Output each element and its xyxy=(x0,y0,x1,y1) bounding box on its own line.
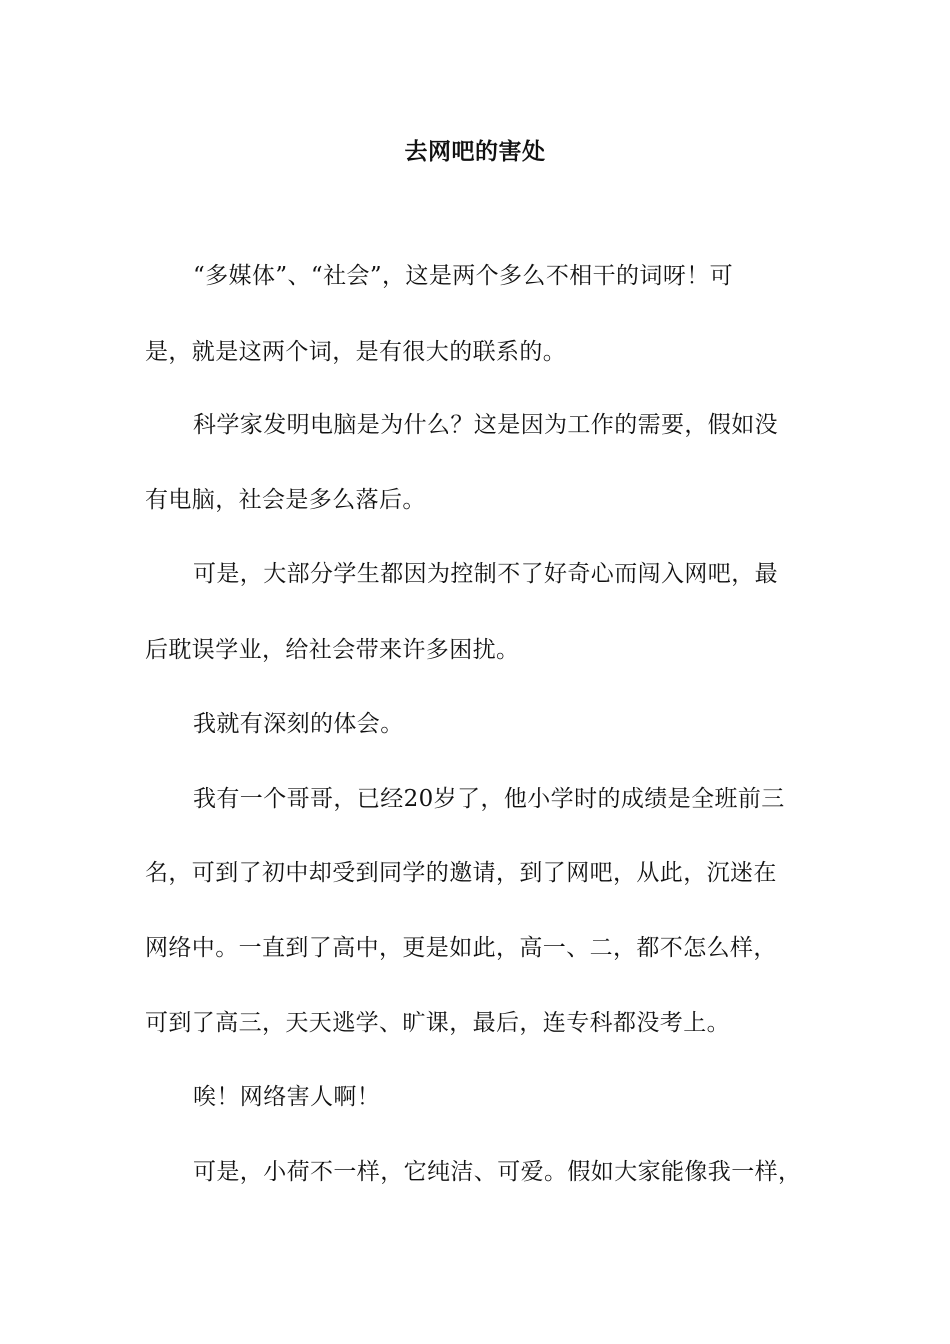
paragraph-2-line-1: 科学家发明电脑是为什么？这是因为工作的需要，假如没 xyxy=(193,412,778,438)
paragraph-3-line-2: 后耽误学业，给社会带来许多困扰。 xyxy=(145,637,520,663)
paragraph-1-line-1: “多媒体”、“社会”，这是两个多么不相干的词呀！可 xyxy=(193,263,734,289)
paragraph-4-line-1: 我就有深刻的体会。 xyxy=(193,711,404,737)
paragraph-1-line-2: 是，就是这两个词，是有很大的联系的。 xyxy=(145,339,567,365)
paragraph-7-line-1: 可是，小荷不一样，它纯洁、可爱。假如大家能像我一样， xyxy=(193,1159,802,1185)
paragraph-5-line-3: 网络中。一直到了高中，更是如此，高一、二，都不怎么样， xyxy=(145,935,777,961)
paragraph-5-line-4: 可到了高三，天天逃学、旷课，最后，连专科都没考上。 xyxy=(145,1010,730,1036)
paragraph-3-line-1: 可是，大部分学生都因为控制不了好奇心而闯入网吧，最 xyxy=(193,561,778,587)
paragraph-2-line-2: 有电脑，社会是多么落后。 xyxy=(145,487,426,513)
paragraph-5-line-1: 我有一个哥哥，已经20岁了，他小学时的成绩是全班前三 xyxy=(193,786,785,812)
document-title: 去网吧的害处 xyxy=(404,138,546,165)
paragraph-6-line-1: 唉！网络害人啊！ xyxy=(193,1084,381,1110)
paragraph-5-line-2: 名，可到了初中却受到同学的邀请，到了网吧，从此，沉迷在 xyxy=(145,860,777,886)
